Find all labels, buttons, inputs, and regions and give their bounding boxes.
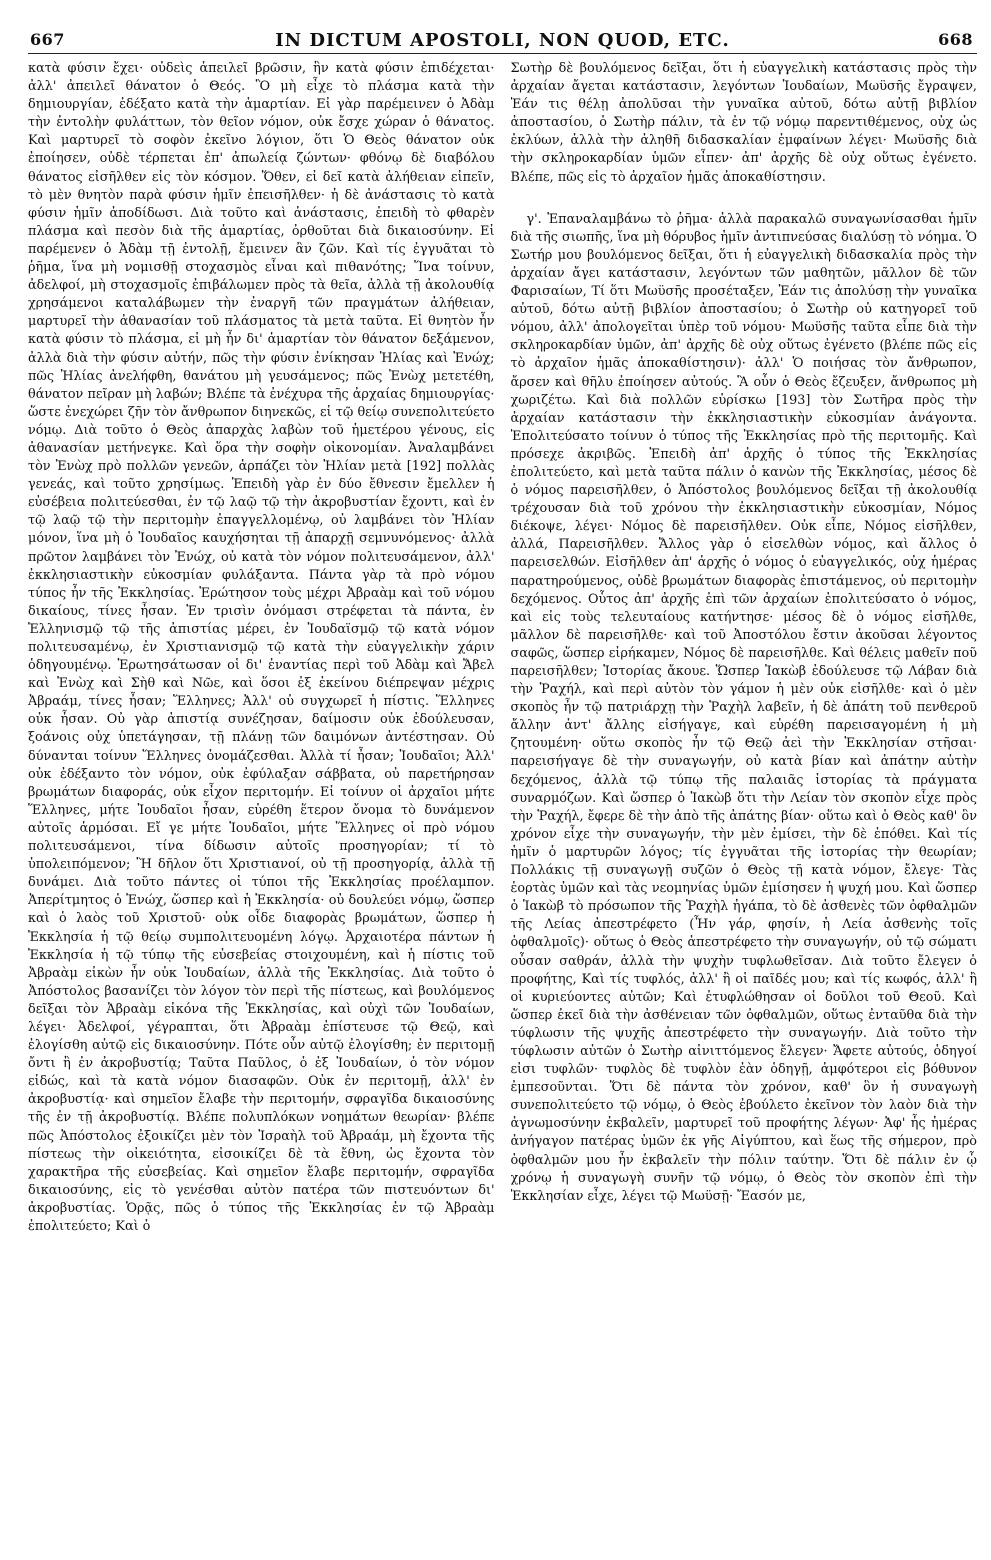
right-column-paragraph-1: Σωτὴρ δὲ βουλόμενος δεῖξαι, ὅτι ἡ εὐαγγελικὴ κατάστασις πρὸς τὴν ἀρχαίαν ἄγεται κατάστασιν, λεγόντων Ἰουδαίων, Μωϋσῆς ἔγραψεν, Ἐάν τις θέλῃ ἀπολῦσαι τὴν γυναῖκα αὐτοῦ, δότω αὐτῇ βιβλίον ἀποστασίου, ὁ Σωτὴρ πάλιν, τὰ ἐν τῷ νόμῳ παρεντιθέμενος, οὐχ ὡς ἐκλύων, ἀλλὰ τὴν ἀληθῆ διδασκαλίαν ἐμφαίνων λέγει· Μωϋσῆς διὰ τὴν σκληροκαρδίαν ὑμῶν εἶπεν· ἀπ' ἀρχῆς δὲ οὐχ οὕτως ἐγένετο. Βλέπε, πῶς εἰς τὸ ἀρχαῖον ἡμᾶς ἀποκαθίστησιν.: [510, 61, 977, 185]
running-title: IN DICTUM APOSTOLI, NON QUOD, ETC.: [275, 30, 730, 51]
page: [0, 20, 991, 1560]
text-columns: [28, 60, 977, 1530]
right-column: [511, 60, 978, 1530]
page-number-right: 668: [938, 30, 973, 49]
page-number-left: 667: [30, 30, 65, 49]
left-column: [28, 60, 495, 1530]
running-head: [28, 20, 977, 54]
right-column-paragraph-2: γ'. Ἐπαναλαμβάνω τὸ ῥῆμα· ἀλλὰ παρακαλῶ συναγωνίσασθαι ἡμῖν διὰ τῆς σιωπῆς, ἵνα μὴ θόρυβος ἡμῖν ἀντιπνεύσας διαλύσῃ τὸ νόημα. Ὁ Σωτήρ μου βουλόμενος δεῖξαι, ὅτι ἡ εὐαγγελικὴ διδασκαλία πρὸς τὴν ἀρχαίαν ἄγει κατάστασιν, λεγόντων τῶν μαθητῶν, μᾶλλον δὲ τῶν Φαρισαίων, Τί ὅτι Μωϋσῆς προσέταξεν, Ἐάν τις ἀπολύσῃ τὴν γυναῖκα αὐτοῦ, δότω αὐτῇ βιβλίον ἀποστασίου; ὁ Σωτὴρ οὐ κατηγορεῖ τοῦ νόμου, ἀλλ' ἀπολογεῖται ὑπὲρ τοῦ νόμου· Μωϋσῆς ταῦτα εἶπε διὰ τὴν σκληροκαρδίαν ὑμῶν, ἀπ' ἀρχῆς δὲ οὐχ οὕτως ἐγένετο (βλέπε πῶς εἰς τὸ ἀρχαῖον ἡμᾶς ἀποκαθίστησιν)· ἀλλ' Ὁ ποιήσας τὸν ἄνθρωπον, ἄρσεν καὶ θῆλυ ἐποίησεν αὐτούς. Ἃ οὖν ὁ Θεὸς ἔζευξεν, ἄνθρωπος μὴ χωριζέτω. Καὶ διὰ πολλῶν εὑρίσκω [193] τὸν Σωτῆρα πρὸς τὴν ἀρχαίαν κατάστασιν τὴν ἐκκλησιαστικὴν εὐκοσμίαν ἀνάγοντα. Ἐπολιτεύσατο τοίνυν ὁ τύπος τῆς Ἐκκλησίας πρὸ τῆς περιτομῆς. Καὶ πρόσεχε ἀκριβῶς. Ἐπειδὴ ἀπ' ἀρχῆς ὁ τύπος τῆς Ἐκκλησίας ἐπολιτεύετο, καὶ μετὰ ταῦτα πάλιν ὁ κανὼν τῆς Ἐκκλησίας, μέσος δὲ ὁ νόμος παρεισῆλθεν, ὁ Ἀπόστολος βουλόμενος δεῖξαι τῇ ἀκολουθίᾳ τρέχουσαν διὰ τοῦ χρόνου τὴν ἐκκλησιαστικὴν εὐκοσμίαν, Νόμος διέκοψε, λέγει· Νόμος δὲ παρεισῆλθεν. Οὐκ εἶπε, Νόμος εἰσῆλθεν, ἀλλά, Παρεισῆλθεν. Ἄλλος γὰρ ὁ εἰσελθὼν νόμος, καὶ ἄλλος ὁ παρεισελθών. Εἰσῆλθεν ἀπ' ἀρχῆς ὁ νόμος ὁ εὐαγγελικός, οὐχ ἡμέρας παρατηρούμενος, οὐδὲ βρωμάτων διαφορὰς ἐπιστάμενος, οὐ περιτομὴν δεχόμενος. Οὗτος ἀπ' ἀρχῆς ἐπὶ τῶν ἀρχαίων ἐπολιτεύσατο ὁ νόμος, καὶ εἰς τοὺς τελευταίους κατήντησε· μέσος δὲ ὁ νόμος εἰσῆλθε, μᾶλλον δὲ παρεισῆλθε· καὶ τοῦ Ἀποστόλου ἔστιν ἀκοῦσαι λέγοντος σαφῶς, ὥσπερ εἰρήκαμεν, Νόμος δὲ παρεισῆλθε. Καὶ θέλεις μαθεῖν ποῦ παρεισῆλθεν; Ἱστορίας ἄκουε. Ὥσπερ Ἰακὼβ ἐδούλευσε τῷ Λάβαν διὰ τὴν Ῥαχήλ, καὶ περὶ αὐτὸν τὸν γάμον ἡ μὲν οὐκ εἰσῆλθε· καὶ ὁ μὲν σκοπὸς ἦν τῷ πατριάρχῃ τὴν Ῥαχὴλ λαβεῖν, ἡ δὲ ἀπάτη τοῦ πενθεροῦ ἄλλην ἀντ' ἄλλης εἰσήγαγε, καὶ εὑρέθη παρεισαγομένη ἡ μὴ ζητουμένη· οὕτω σκοπὸς ἦν τῷ Θεῷ ἀεὶ τὴν Ἐκκλησίαν στῆσαι· παρεισήγαγε δὲ τὴν συναγωγήν, οὐ κατὰ βίαν καὶ ἀπάτην αὐτὴν δεχόμενος, ἀλλὰ τῷ τύπῳ τῆς παλαιᾶς ἱστορίας τὰ πράγματα συναρμόζων. Καὶ ὥσπερ ὁ Ἰακὼβ ὅτι τὴν Λείαν τὸν σκοπὸν εἶχε πρὸς τὴν Ῥαχήλ, ἔφερε δὲ τὴν ἀπὸ τῆς ἀπάτης βίαν· οὕτω καὶ ὁ Θεὸς καθ' ὃν χρόνον εἶχε τὴν συναγωγήν, τὴν μὲν ἐμίσει, τὴν δὲ ἐπόθει. Καὶ τίς ἡμῖν ὁ μαρτυρῶν λόγος; τίς ἐγγυᾶται τῆς ἱστορίας τὴν θεωρίαν; Πολλάκις τῇ συναγωγῇ συζῶν ὁ Θεὸς τῇ κατὰ νόμον, ἔλεγε· Τὰς ἑορτὰς ὑμῶν καὶ τὰς νεομηνίας ὑμῶν ἐμίσησεν ἡ ψυχή μου. Καὶ ὥσπερ ὁ Ἰακὼβ τὸ πρόσωπον τῆς Ῥαχὴλ ἠγάπα, τὸ δὲ ἀσθενὲς τῶν ὀφθαλμῶν τῆς Λείας ἀπεστρέφετο (Ἦν γάρ, φησίν, ἡ Λεία ἀσθενὴς τοῖς ὀφθαλμοῖς)· οὕτως ὁ Θεὸς ἀπεστρέφετο τὴν συναγωγήν, οὐ τῷ σώματι οὖσαν σαθράν, ἀλλὰ τὴν ψυχὴν τυφλωθεῖσαν. Διὰ τοῦτο ἔλεγεν ὁ προφήτης, Καὶ τίς τυφλός, ἀλλ' ἢ οἱ παῖδές μου; καὶ τίς κωφός, ἀλλ' ἢ οἱ κυριεύοντες αὐτῶν; Καὶ ἐτυφλώθησαν οἱ δοῦλοι τοῦ Θεοῦ. Καὶ ὥσπερ ἐκεῖ διὰ τὴν ἀσθένειαν τῶν ὀφθαλμῶν, οὕτως ἐνταῦθα διὰ τὴν τύφλωσιν τῆς ψυχῆς ἀπεστρέφετο τὴν συναγωγήν. Διὰ τοῦτο τὴν τύφλωσιν αὐτῶν ὁ Σωτὴρ αἰνιττόμενος ἔλεγεν· Ἄφετε αὐτούς, ὁδηγοί εἰσι τυφλῶν· τυφλὸς δὲ τυφλὸν ἐὰν ὁδηγῇ, ἀμφότεροι εἰς βόθυνον ἐμπεσοῦνται. Ὅτι δὲ πάντα τὸν χρόνον, καθ' ὃν ἡ συναγωγὴ συνεπολιτεύετο τῷ νόμῳ, ὁ Θεὸς ἐβούλετο ἐκεῖνον τὸν λαὸν διὰ τὴν ἀγνωμοσύνην ἐκβαλεῖν, μαρτυρεῖ τοῦ προφήτης λέγων· Ἀφ' ἧς ἡμέρας ἀνήγαγον πατέρας ὑμῶν ἐκ γῆς Αἰγύπτου, καὶ ἕως τῆς σήμερον, πρὸ ὀφθαλμῶν μου ἦν ἐκβαλεῖν τὴν πόλιν ταύτην. Ὅτι δὲ πάλιν ἐν ᾧ χρόνῳ ἡ συναγωγὴ συνῆν τῷ νόμῳ, ὁ Θεὸς τὸν σκοπὸν ἐπὶ τὴν Ἐκκλησίαν εἶχε, λέγει τῷ Μωϋσῇ· Ἔασόν με,: [510, 211, 977, 1204]
left-column-text: κατὰ φύσιν ἔχει· οὐδεὶς ἀπειλεῖ βρῶσιν, ἣν κατὰ φύσιν ἐπιδέχεται· ἀλλ' ἀπειλεῖ θάνατον ὁ Θεός. Ὃ μὴ εἶχε τὸ πλάσμα κατὰ τὴν δημιουργίαν, ἐδέξατο κατὰ τὴν ἁμαρτίαν. Εἰ γὰρ παρέμεινεν ὁ Ἀδὰμ τὴν ἐντολὴν φυλάττων, τὸν θεῖον νόμον, οὐκ ἔσχε χώραν ὁ θάνατος. Καὶ μαρτυρεῖ τὸ σοφὸν ἐκεῖνο λόγιον, ὅτι Ὁ Θεὸς θάνατον οὐκ ἐποίησεν, οὐδὲ τέρπεται ἐπ' ἀπωλείᾳ ζώντων· φθόνῳ δὲ διαβόλου θάνατος εἰσῆλθεν εἰς τὸν κόσμον. Ὅθεν, εἰ δεῖ κατὰ ἀλήθειαν εἰπεῖν, τὸ μὲν θνητὸν παρὰ φύσιν ἡμῖν ἐπεισῆλθεν· ἡ δὲ ἀνάστασις τὸ κατὰ φύσιν ἡμῖν ἀποδίδωσι. Διὰ τοῦτο καὶ ἀνάστασις, ἐπειδὴ τὸ φθαρὲν πλάσμα καὶ πεσὸν διὰ τῆς ἁμαρτίας, ὀρθοῦται διὰ δικαιοσύνην. Εἰ παρέμενεν ὁ Ἀδὰμ τῇ ἐντολῇ, ἔμεινεν ἂν ζῶν. Καὶ τίς ἐγγυᾶται τὸ ῥῆμα, ἵνα μὴ νομισθῇ στοχασμὸς εἶναι καὶ πιθανότης; Ἵνα τοίνυν, ἀδελφοί, μὴ στοχασμοῖς ἐπιβάλωμεν πρὸς τὰ θεῖα, ἀλλὰ τῇ ἀκολουθίᾳ χρησάμενοι καταλάβωμεν τὴν ἐναργῆ τῶν πραγμάτων ἀλήθειαν, μαρτυρεῖ τὴν ἀθανασίαν τοῦ πλάσματος τὰ μετὰ ταῦτα. Εἰ θνητὸν ἦν κατὰ φύσιν τὸ πλάσμα, εἰ μὴ ἦν δι' ἁμαρτίαν τὸν θάνατον δεξάμενον, ἀλλὰ διὰ τὴν φύσιν αὐτήν, πῶς τὴν φύσιν ἐνίκησαν Ἠλίας καὶ Ἐνώχ; πῶς Ἠλίας ἀνελήφθη, θανάτου μὴ γευσάμενος; πῶς Ἐνὼχ μετετέθη, θάνατον πεῖραν μὴ λαβών; Βλέπε τὰ ἐνέχυρα τῆς ἀρχαίας δημιουργίας· ὥστε ἐνεχώρει ζῆν τὸν ἄνθρωπον διηνεκῶς, εἰ τῷ θείῳ συνεπολιτεύετο νόμῳ. Διὰ τοῦτο ὁ Θεὸς ἀπαρχὰς λαβὼν τοῦ ἡμετέρου γένους, εἰς ἀθανασίαν μετήνεγκε. Καὶ ὅρα τὴν σοφὴν οἰκονομίαν. Ἀναλαμβάνει τὸν Ἐνὼχ πρὸ πολλῶν γενεῶν, ἁρπάζει τὸν Ἠλίαν μετὰ [192] πολλὰς γενεάς, καὶ τοῦτο χρησίμως. Ἐπειδὴ γὰρ ἐν δύο ἔθνεσιν ἔμελλεν ἡ εὐσέβεια πολιτεύεσθαι, ἐν τῷ λαῷ τῷ τὴν ἀκροβυστίαν ἔχοντι, καὶ ἐν τῷ λαῷ τῷ τὴν περιτομὴν ἐπαγγελλομένῳ, οὐ λαμβάνει τὸν Ἠλίαν μόνον, ἵνα μὴ ὁ Ἰουδαῖος καυχήσηται τῇ ἀπαρχῇ σεμνυνόμενος· ἀλλὰ πρῶτον λαμβάνει τὸν Ἐνώχ, οὐ κατὰ τὸν νόμον πολιτευσάμενον, ἀλλ' ἐκκλησιαστικὴν εὐκοσμίαν φυλάξαντα. Πάντα γὰρ τὰ πρὸ νόμου τύπος ἦν τῆς Ἐκκλησίας. Ἐρώτησον τοὺς μέχρι Ἀβραὰμ καὶ τοῦ νόμου δικαίους, τίνες ἦσαν. Ἐν τρισὶν ὀνόμασι στρέφεται τὰ πάντα, ἐν Ἑλληνισμῷ τῷ τῆς ἀπιστίας μέρει, ἐν Ἰουδαϊσμῷ τῷ κατὰ νόμον πολιτευσαμένῳ, ἐν Χριστιανισμῷ τῷ κατὰ τὴν εὐαγγελικὴν χάριν ὁδηγουμένῳ. Ἐρωτησάτωσαν οἱ δι' ἐναντίας περὶ τοῦ Ἀδὰμ καὶ Ἄβελ καὶ Ἐνὼχ καὶ Σὴθ καὶ Νῶε, καὶ ὅσοι ἐξ ἐκείνου διέπρεψαν μέχρις Ἀβραάμ, τίνες ἦσαν; Ἕλληνες; Ἀλλ' οὐ συγχωρεῖ ἡ πίστις. Ἕλληνες οὐκ ἦσαν. Οὐ γὰρ ἀπιστίᾳ συνέζησαν, δαίμοσιν οὐκ ἐδούλευσαν, ξοάνοις οὐχ ὑπετάγησαν, τῇ πλάνῃ τῶν δαιμόνων ἀντέστησαν. Οὐ δύνανται τοίνυν Ἕλληνες ὀνομάζεσθαι. Ἀλλὰ τί ἦσαν; Ἰουδαῖοι; Ἀλλ' οὐκ ἐδέξαντο τὸν νόμον, οὐκ ἐφύλαξαν σάββατα, οὐ παρετήρησαν βρωμάτων διαφοράς, οὐκ εἶχον περιτομήν. Εἰ τοίνυν οἱ ἀρχαῖοι μήτε Ἕλληνες, μήτε Ἰουδαῖοι ἦσαν, εὑρέθη ἕτερον ὄνομα τὸ δυνάμενον αὐτοῖς ἁρμόσαι. Εἴ γε μήτε Ἰουδαῖοι, μήτε Ἕλληνες οἱ πρὸ νόμου πολιτευσάμενοι, τίνα δίδωσιν αὐτοῖς προσηγορίαν; τί τὸ ὑπολειπόμενον; Ἢ δῆλον ὅτι Χριστιανοί, οὐ τῇ προσηγορίᾳ, ἀλλὰ τῇ δυνάμει. Διὰ τοῦτο πάντες οἱ τύποι τῆς Ἐκκλησίας προέλαμπον. Ἀπερίτμητος ὁ Ἐνώχ, ὥσπερ καὶ ἡ Ἐκκλησία· οὐ δουλεύει νόμῳ, ὥσπερ καὶ ὁ λαὸς τοῦ Χριστοῦ· οὐκ οἶδε διαφορὰς βρωμάτων, ὥσπερ ἡ Ἐκκλησία ἡ τῷ θείῳ συμπολιτευομένη λόγῳ. Ἀρχαιοτέρα πάντων ἡ Ἐκκλησία ἡ τῷ τύπῳ τῆς εὐσεβείας στοιχουμένη, καὶ ἡ πίστις τοῦ Ἀβραὰμ εἰκὼν ἦν οὐκ Ἰουδαίων, ἀλλὰ τῆς Ἐκκλησίας. Διὰ τοῦτο ὁ Ἀπόστολος βασανίζει τὸν λόγον τὸν περὶ τῆς πίστεως, καὶ βουλόμενος δεῖξαι τὸν Ἀβραὰμ εἰκόνα τῆς Ἐκκλησίας, καὶ οὐχὶ τῶν Ἰουδαίων, λέγει· Ἀδελφοί, γέγραπται, ὅτι Ἀβραὰμ ἐπίστευσε τῷ Θεῷ, καὶ ἐλογίσθη αὐτῷ εἰς δικαιοσύνην. Πότε οὖν αὐτῷ ἐλογίσθη; ἐν περιτομῇ ὄντι ἢ ἐν ἀκροβυστίᾳ; Ταῦτα Παῦλος, ὁ ἐξ Ἰουδαίων, ὁ τὸν νόμον εἰδώς, καὶ τὰ κατὰ νόμον διασαφῶν. Οὐκ ἐν περιτομῇ, ἀλλ' ἐν ἀκροβυστίᾳ· καὶ σημεῖον ἔλαβε τὴν περιτομήν, σφραγῖδα δικαιοσύνης τῆς ἐν τῇ ἀκροβυστίᾳ. Βλέπε πολυπλόκων νοημάτων θεωρίαν· βλέπε πῶς Ἀπόστολος ἐξοικίζει μὲν τὸν Ἰσραὴλ τοῦ Ἀβραάμ, μὴ ἔχοντα τῆς πίστεως τὴν οἰκειότητα, εἰσοικίζει δὲ τὰ ἔθνη, ὡς ἔχοντα τὸν χαρακτῆρα τῆς εὐσεβείας. Καὶ σημεῖον ἔλαβε περιτομήν, σφραγῖδα δικαιοσύνης, εἰς τὸ γενέσθαι αὐτὸν πατέρα τῶν πιστευόντων δι' ἀκροβυστίας. Ὁρᾷς, πῶς ὁ τύπος τῆς Ἐκκλησίας ἐν τῷ Ἀβραὰμ ἐπολιτεύετο; Καὶ ὁ: [28, 61, 495, 1234]
